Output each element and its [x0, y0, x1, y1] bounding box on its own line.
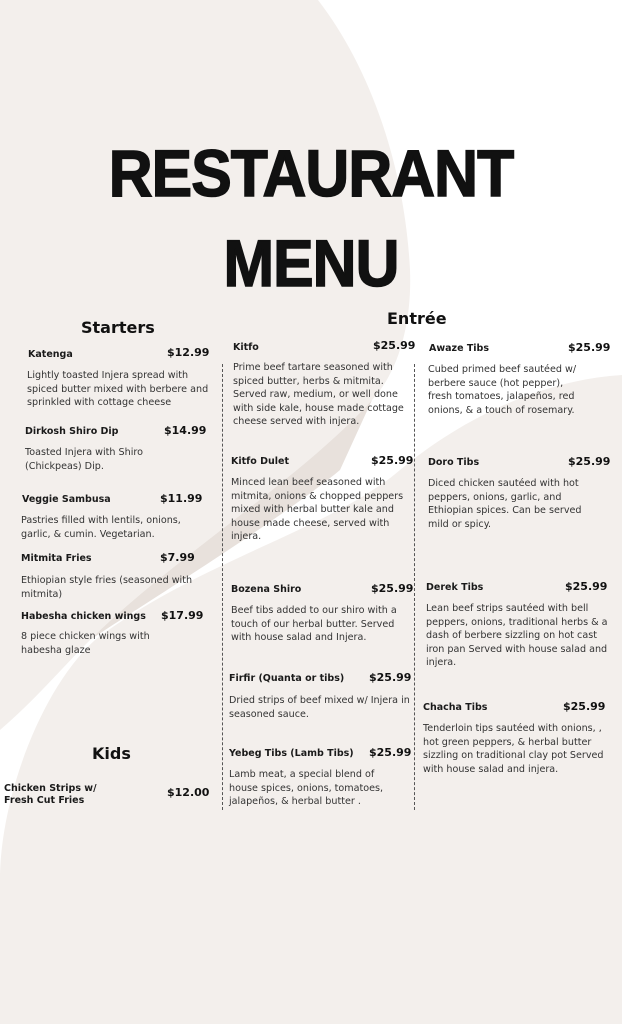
menu-item-price: $25.99: [565, 580, 608, 593]
entree-heading: Entrée: [387, 309, 447, 328]
menu-item-price: $25.99: [373, 339, 416, 352]
menu-item-name: Doro Tibs: [428, 457, 480, 468]
menu-item-price: $12.00: [167, 786, 210, 799]
menu-title: RESTAURANT MENU: [108, 136, 514, 300]
menu-item-price: $14.99: [164, 424, 207, 437]
menu-item-description: Beef tibs added to our shiro with a touch of our herbal butter. Served with house salad and Injera.: [231, 605, 397, 644]
column-divider: [222, 364, 223, 810]
menu-item-name: Awaze Tibs: [429, 343, 490, 354]
menu-item-description: Dried strips of beef mixed w/ Injera in seasoned sauce.: [229, 695, 410, 720]
menu-item-price: $25.99: [568, 455, 611, 468]
menu-item-name: Katenga: [28, 349, 73, 360]
menu-item-description: Lightly toasted Injera spread with spiced butter mixed with berbere and sprinkled with cottage cheese: [27, 370, 209, 409]
starters-heading: Starters: [81, 318, 155, 337]
menu-item-name: Mitmita Fries: [21, 553, 92, 564]
menu-item-name: Veggie Sambusa: [22, 494, 111, 505]
menu-item-name: Yebeg Tibs (Lamb Tibs): [229, 748, 354, 759]
menu-item-description: Lean beef strips sautéed with bell peppers, onions, traditional herbs & a dash of berbere sizzling on hot cast iron pan Served with house salad and injera.: [426, 603, 608, 669]
menu-item-name: Chacha Tibs: [423, 702, 488, 713]
menu-item-name: Chicken Strips w/ Fresh Cut Fries: [4, 783, 97, 806]
menu-item-description: Prime beef tartare seasoned with spiced butter, herbs & mitmita. Served raw, medium, or well done with side kale, house made cottage cheese served with injera.: [233, 362, 404, 428]
menu-item-price: $12.99: [167, 346, 210, 359]
kids-heading: Kids: [92, 744, 131, 763]
menu-item-price: $25.99: [369, 671, 412, 684]
menu-item-price: $25.99: [369, 746, 412, 759]
menu-item-name: Kitfo: [233, 342, 259, 353]
menu-item-price: $25.99: [568, 341, 611, 354]
menu-item-name: Habesha chicken wings: [21, 611, 146, 622]
menu-item-price: $25.99: [563, 700, 606, 713]
menu-item-name: Kitfo Dulet: [231, 456, 290, 467]
menu-item-price: $25.99: [371, 454, 414, 467]
menu-item-description: Diced chicken sautéed with hot peppers, onions, garlic, and Ethiopian spices. Can be served mild or spicy.: [428, 478, 582, 530]
menu-item-description: Tenderloin tips sautéed with onions, , hot green peppers, & herbal butter sizzling on traditional clay pot Served with house salad and injera.: [423, 723, 604, 775]
menu-item-description: Toasted Injera with Shiro (Chickpeas) Dip.: [25, 447, 143, 472]
menu-item-description: 8 piece chicken wings with habesha glaze: [21, 631, 150, 656]
menu-item-description: Cubed primed beef sautéed w/ berbere sauce (hot pepper), fresh tomatoes, jalapeños, red onions, & a touch of rosemary.: [428, 364, 577, 416]
menu-item-description: Ethiopian style fries (seasoned with mitmita): [21, 575, 193, 600]
menu-item-price: $25.99: [371, 582, 414, 595]
menu-item-description: Pastries filled with lentils, onions, garlic, & cumin. Vegetarian.: [21, 515, 181, 540]
menu-item-price: $11.99: [160, 492, 203, 505]
menu-item-price: $17.99: [161, 609, 204, 622]
menu-item-description: Lamb meat, a special blend of house spices, onions, tomatoes, jalapeños, & herbal butter .: [229, 769, 384, 808]
menu-item-name: Dirkosh Shiro Dip: [25, 426, 119, 437]
menu-item-price: $7.99: [160, 551, 195, 564]
menu-item-description: Minced lean beef seasoned with mitmita, onions & chopped peppers mixed with herbal butter kale and house made cheese, served with injera.: [231, 477, 404, 543]
column-divider: [414, 364, 415, 810]
menu-item-name: Firfir (Quanta or tibs): [229, 673, 345, 684]
menu-item-name: Bozena Shiro: [231, 584, 302, 595]
menu-item-name: Derek Tibs: [426, 582, 484, 593]
